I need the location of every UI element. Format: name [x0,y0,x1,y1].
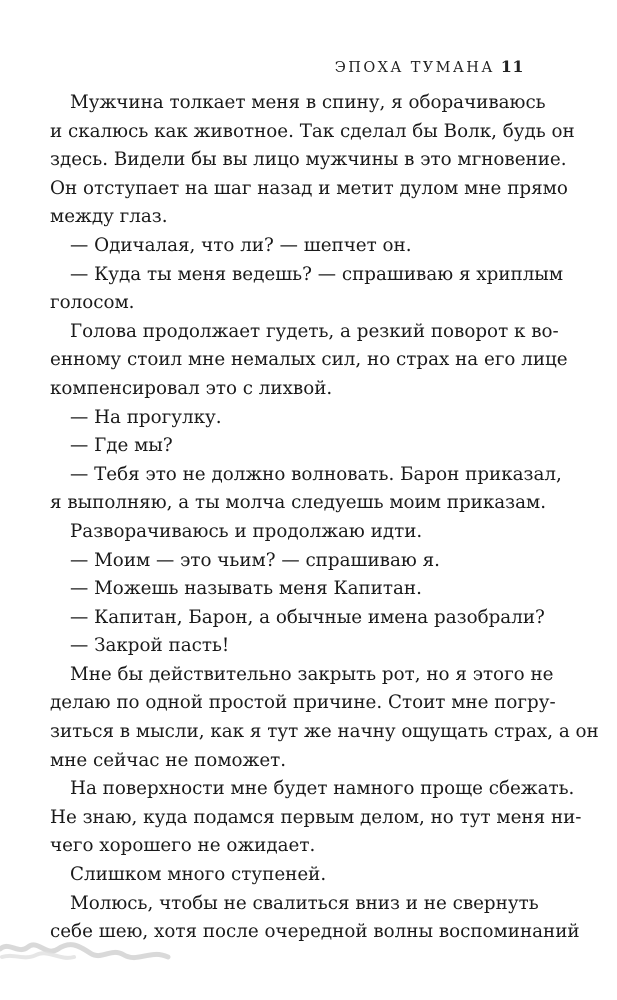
text-line: Молюсь, чтобы не свалиться вниз и не свернуть [70,892,539,914]
text-line: — Где мы? [70,435,173,457]
text-line: — Закрой пасть! [70,635,230,657]
text-line: — Моим — это чьим? — спрашиваю я. [70,549,440,571]
text-line: себе шею, хотя после очередной волны воспоминаний [50,921,580,943]
text-line: Слишком много ступеней. [70,864,327,886]
decorative-smudge [0,935,200,965]
text-line: Не знаю, куда подамся первым делом, но тут меня ни- [50,806,582,828]
text-line: голосом. [50,292,135,314]
text-line: мне сейчас не поможет. [50,749,287,771]
text-line: енному стоил мне немалых сил, но страх на его лице [50,349,568,371]
text-line: На поверхности мне будет намного проще сбежать. [70,778,575,800]
text-line: я выполняю, а ты молча следуешь моим приказам. [50,492,547,514]
text-line: зиться в мысли, как я тут же начну ощущать страх, а он [50,721,599,743]
running-title: ЭПОХА ТУМАНА [334,60,495,76]
text-line: Он отступает на шаг назад и метит дулом мне прямо [50,177,568,199]
text-line: Разворачиваюсь и продолжаю идти. [70,520,423,542]
text-line: — Тебя это не должно волновать. Барон приказал, [70,463,562,485]
text-line: — На прогулку. [70,406,222,428]
text-line: между глаз. [50,206,168,228]
text-line: Голова продолжает гудеть, а резкий поворот к во- [70,320,559,342]
text-line: Мужчина толкает меня в спину, я оборачиваюсь [70,92,546,113]
running-header [335,57,524,76]
text-line: — Одичалая, что ли? — шепчет он. [70,234,412,256]
text-line: и скалюсь как животное. Так сделал бы Волк, будь он [50,120,575,142]
body-text [50,89,599,947]
text-line: — Можешь называть меня Капитан. [70,578,422,600]
text-line: делаю по одной простой причине. Стоит мне погру- [50,692,556,714]
text-line: здесь. Видели бы вы лицо мужчины в это мгновение. [50,149,567,171]
text-line: — Куда ты меня ведешь? — спрашиваю я хриплым [70,263,564,285]
page-number: 11 [500,57,524,76]
text-line: — Капитан, Барон, а обычные имена разобрали? [70,606,545,628]
text-line: компенсировал это с лихвой. [50,377,333,399]
text-line: Мне бы действительно закрыть рот, но я этого не [70,663,554,685]
text-line: чего хорошего не ожидает. [50,835,316,857]
